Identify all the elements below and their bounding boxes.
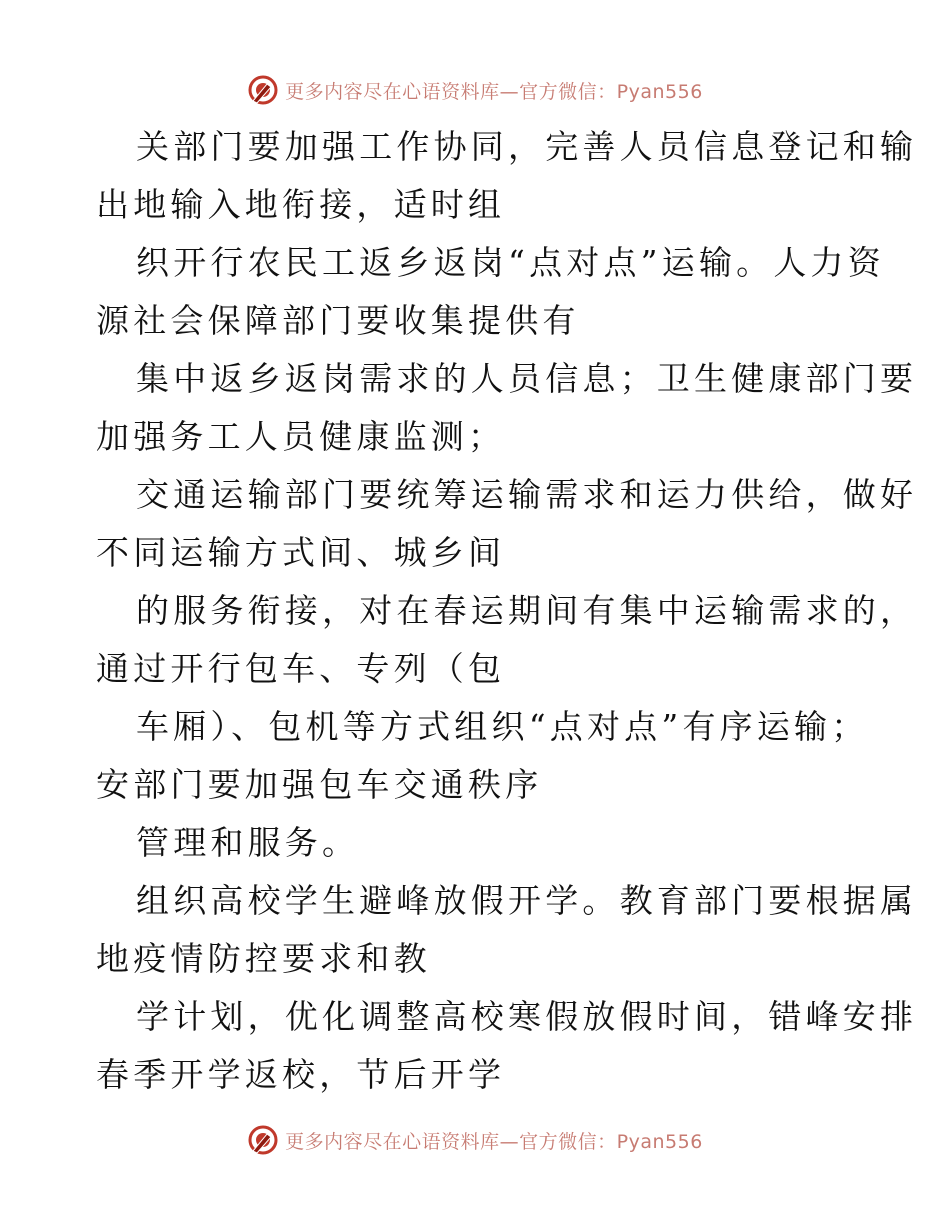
paragraph-line: 的服务衔接，对在春运期间有集中运输需求的，	[136, 591, 918, 630]
paragraph	[96, 466, 918, 582]
paragraph-line: 交通运输部门要统筹运输需求和运力供给，做好	[136, 475, 918, 514]
paragraph	[96, 582, 918, 698]
paragraph	[96, 350, 918, 466]
paragraph-line: 春季开学返校，节后开学	[96, 1055, 506, 1094]
pen-logo-icon	[247, 74, 279, 106]
paragraph-line: 车厢）、包机等方式组织“点对点”有序运输；	[136, 707, 869, 746]
document-body	[96, 118, 918, 1104]
paragraph-line: 学计划，优化调整高校寒假放假时间，错峰安排	[136, 997, 918, 1036]
paragraph-line: 源社会保障部门要收集提供有	[96, 301, 580, 340]
paragraph-line: 集中返乡返岗需求的人员信息；卫生健康部门要	[136, 359, 918, 398]
paragraph	[96, 118, 918, 234]
paragraph-line: 组织高校学生避峰放假开学。教育部门要根据属	[136, 881, 918, 920]
paragraph-line: 织开行农民工返乡返岗“点对点”运输。人力资	[136, 243, 885, 282]
paragraph	[96, 698, 869, 814]
footer-watermark	[0, 1122, 950, 1158]
paragraph	[96, 234, 885, 350]
header-watermark	[0, 72, 950, 108]
paragraph-line: 管理和服务。	[136, 823, 360, 862]
paragraph	[96, 814, 856, 872]
paragraph-line: 关部门要加强工作协同，完善人员信息登记和输	[136, 127, 918, 166]
paragraph-line: 安部门要加强包车交通秩序	[96, 765, 543, 804]
paragraph	[96, 988, 918, 1104]
paragraph-line: 加强务工人员健康监测；	[96, 417, 506, 456]
paragraph-line: 出地输入地衔接，适时组	[96, 185, 506, 224]
watermark-text: 更多内容尽在心语资料库—官方微信：Pyan556	[285, 80, 703, 103]
paragraph-line: 通过开行包车、专列（包	[96, 649, 506, 688]
paragraph	[96, 872, 918, 988]
paragraph-line: 不同运输方式间、城乡间	[96, 533, 506, 572]
paragraph-line: 地疫情防控要求和教	[96, 939, 431, 978]
pen-logo-icon	[247, 1124, 279, 1156]
watermark-text: 更多内容尽在心语资料库—官方微信：Pyan556	[285, 1130, 703, 1153]
